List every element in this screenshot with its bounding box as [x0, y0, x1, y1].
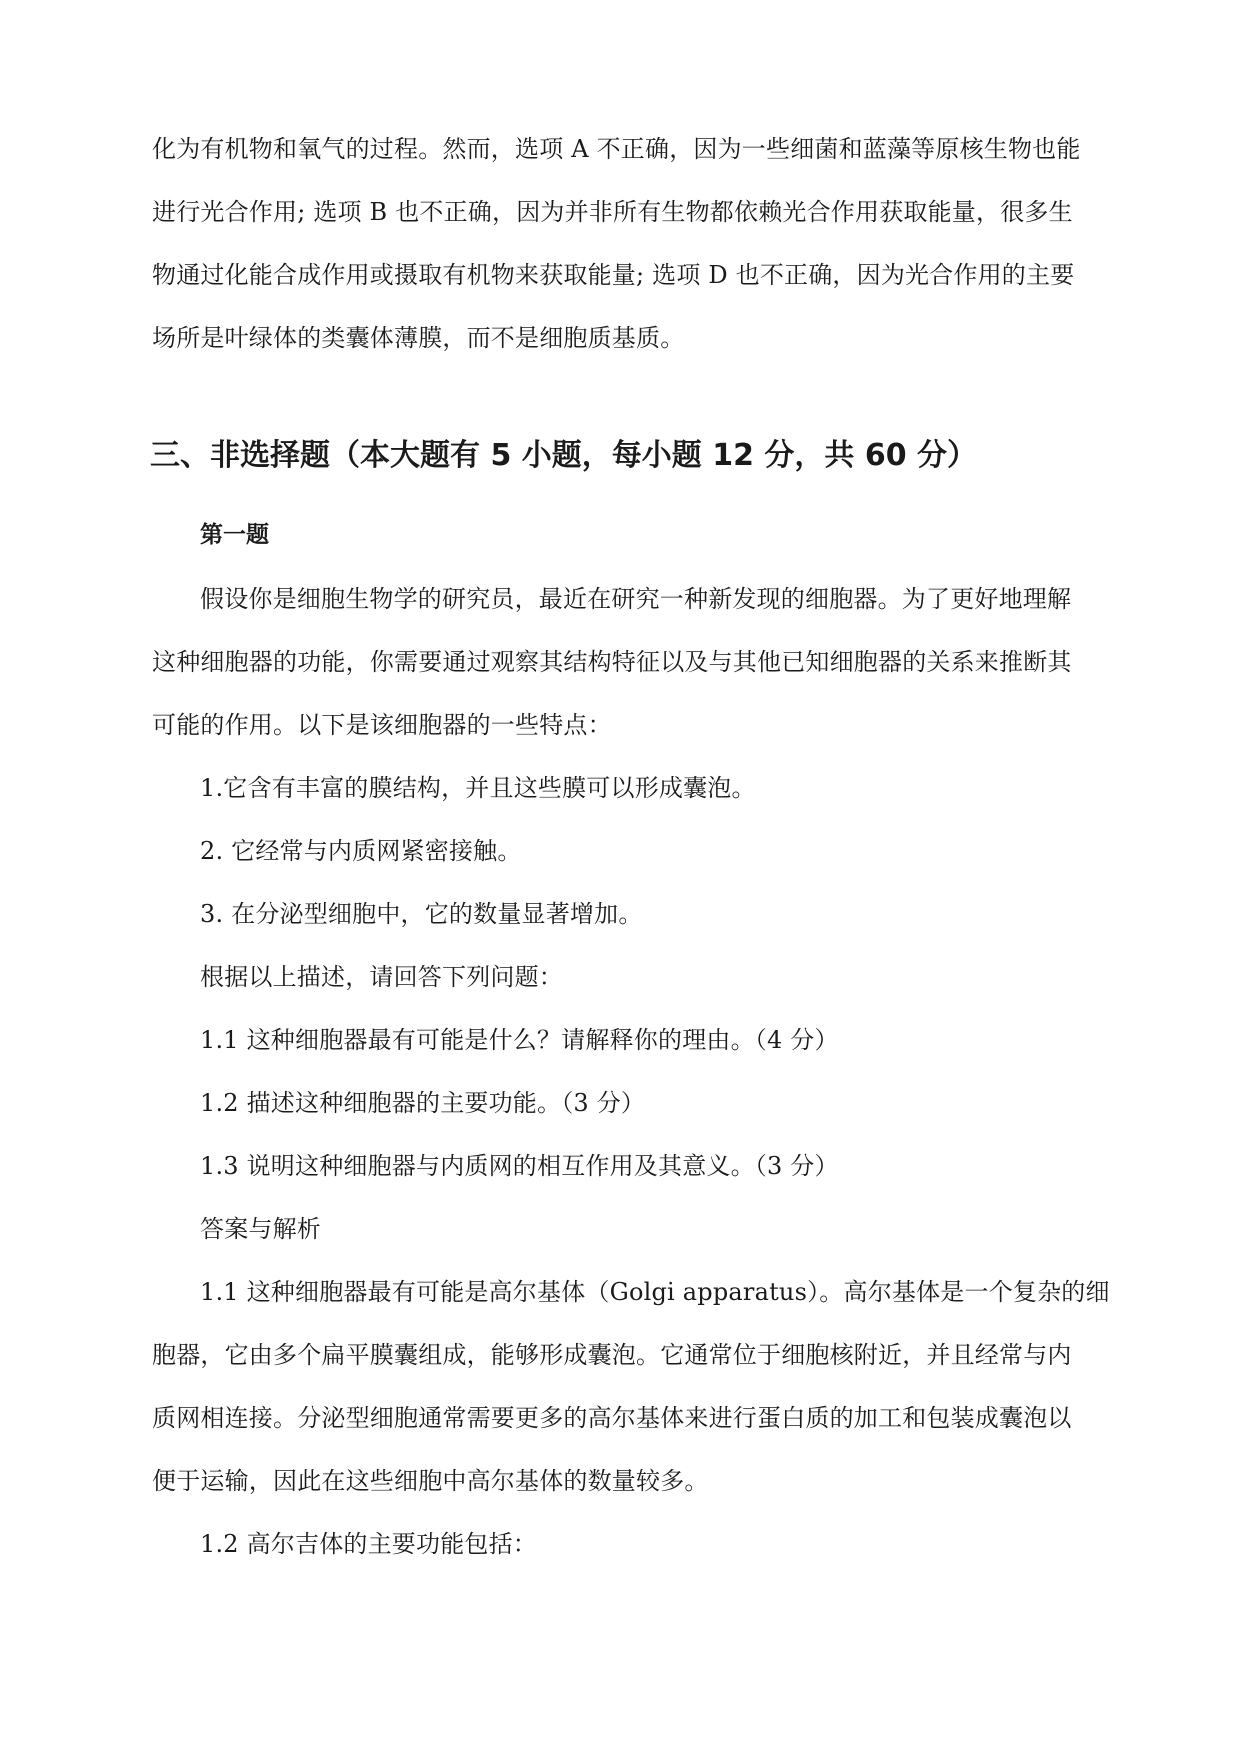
sub-question: 1.2 描述这种细胞器的主要功能。（3 分） — [200, 1089, 646, 1117]
feature-item: 1.它含有丰富的膜结构，并且这些膜可以形成囊泡。 — [200, 774, 756, 802]
answer-line: 胞器，它由多个扁平膜囊组成，能够形成囊泡。它通常位于细胞核附近，并且经常与内 — [152, 1341, 1072, 1369]
question-prompt: 根据以上描述，请回答下列问题： — [200, 963, 563, 991]
paragraph-line: 假设你是细胞生物学的研究员，最近在研究一种新发现的细胞器。为了更好地理解 — [200, 585, 1072, 613]
paragraph-line: 化为有机物和氧气的过程。然而，选项 A 不正确，因为一些细菌和蓝藻等原核生物也能 — [152, 135, 1081, 163]
section-title: 三、非选择题（本大题有 5 小题，每小题 12 分，共 60 分） — [150, 438, 978, 473]
answer-line: 便于运输，因此在这些细胞中高尔基体的数量较多。 — [152, 1467, 709, 1495]
paragraph-line: 这种细胞器的功能，你需要通过观察其结构特征以及与其他已知细胞器的关系来推断其 — [152, 648, 1072, 676]
sub-question: 1.1 这种细胞器最有可能是什么？请解释你的理由。（4 分） — [200, 1026, 839, 1054]
paragraph-line: 可能的作用。以下是该细胞器的一些特点： — [152, 711, 612, 739]
answer-line: 1.2 高尔吉体的主要功能包括： — [200, 1530, 537, 1558]
answer-heading: 答案与解析 — [200, 1215, 321, 1243]
sub-question: 1.3 说明这种细胞器与内质网的相互作用及其意义。（3 分） — [200, 1152, 839, 1180]
feature-item: 3. 在分泌型细胞中，它的数量显著增加。 — [200, 900, 643, 928]
paragraph-line: 物通过化能合成作用或摄取有机物来获取能量; 选项 D 也不正确，因为光合作用的主要 — [152, 261, 1075, 289]
question-title: 第一题 — [200, 522, 269, 548]
paragraph-line: 进行光合作用; 选项 B 也不正确，因为并非所有生物都依赖光合作用获取能量，很多生 — [152, 198, 1073, 226]
answer-line: 质网相连接。分泌型细胞通常需要更多的高尔基体来进行蛋白质的加工和包装成囊泡以 — [152, 1404, 1072, 1432]
answer-line: 1.1 这种细胞器最有可能是高尔基体（Golgi apparatus）。高尔基体是一个复杂的细 — [200, 1278, 1110, 1306]
feature-item: 2. 它经常与内质网紧密接触。 — [200, 837, 522, 865]
paragraph-line: 场所是叶绿体的类囊体薄膜，而不是细胞质基质。 — [152, 324, 685, 352]
